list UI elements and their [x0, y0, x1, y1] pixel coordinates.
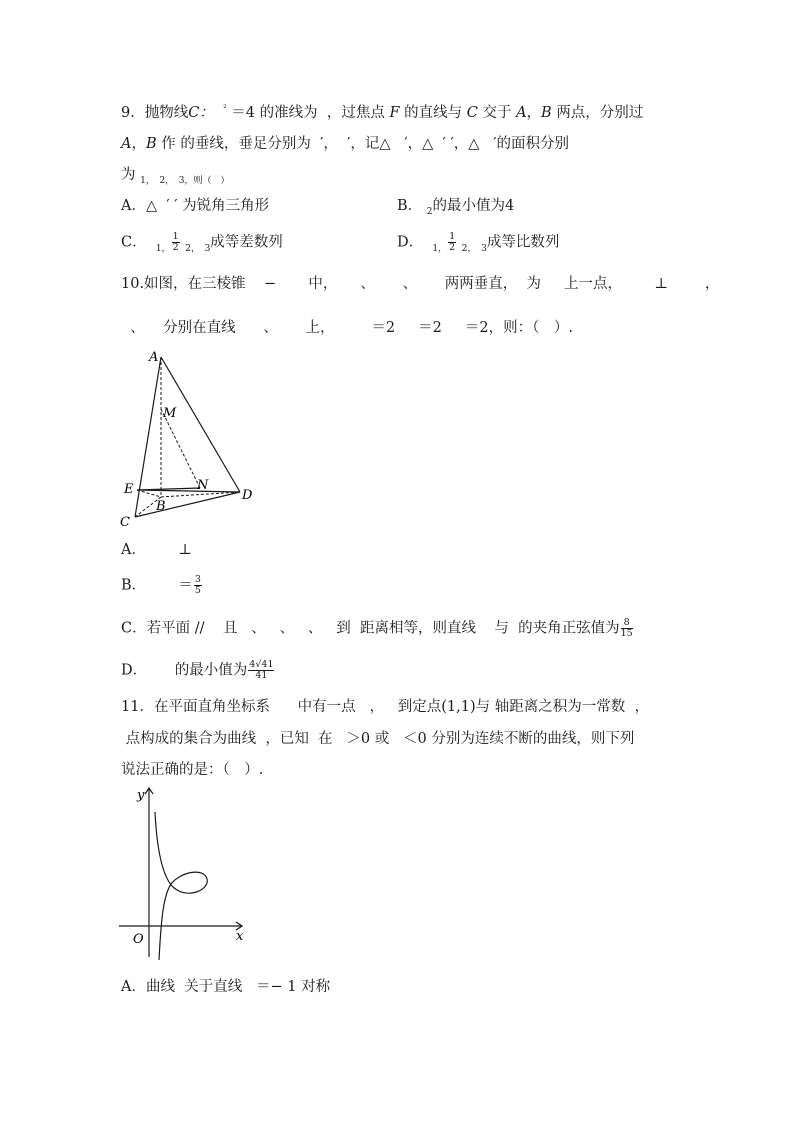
- sep: 、: [263, 320, 278, 336]
- edge-ad: [161, 357, 240, 492]
- q11-line-2: [121, 729, 634, 749]
- label-b: B: [156, 499, 166, 514]
- eq-1: ＝2: [371, 320, 396, 336]
- label-e: E: [124, 482, 134, 497]
- frac-num: 3: [194, 574, 201, 585]
- q9-line-2: [121, 134, 569, 154]
- to-text: 到: [336, 620, 351, 637]
- option-a-label: A．曲线: [121, 979, 175, 995]
- q9-number-text: 9．抛物线: [121, 105, 189, 121]
- comma: ，: [369, 699, 384, 715]
- comma: ，: [131, 136, 146, 152]
- eq-3: ＝2，则：（ ）.: [464, 320, 573, 336]
- q9-option-a: [121, 196, 269, 216]
- option-c-label: C．: [121, 234, 147, 251]
- point-text: 中有一点: [297, 699, 356, 715]
- symmetric-line-text: 关于直线: [184, 979, 243, 995]
- frac-num: 4√41: [249, 659, 274, 670]
- option-d-label: D．: [121, 662, 148, 679]
- for-text: 为: [121, 167, 136, 183]
- symmetry-text: ＝− 1 对称: [256, 979, 331, 995]
- root-fraction: [248, 660, 274, 681]
- points-text: 两点，分别过: [556, 105, 644, 121]
- option-d-label: D．: [397, 234, 424, 251]
- point-a-label: A: [516, 105, 527, 121]
- distance-text: 距离相等，则直线: [359, 620, 476, 637]
- q10-option-c: [121, 618, 634, 639]
- perp-symbol: ⊥: [654, 276, 668, 292]
- minus-sign: −: [264, 276, 277, 292]
- point-b-ref: B: [145, 136, 157, 152]
- eight-fifteenths-fraction: [621, 618, 633, 639]
- in-text: 在: [318, 731, 333, 747]
- label-n: N: [197, 478, 209, 493]
- option-a-label: A．: [121, 542, 146, 558]
- q11-line-1: [121, 697, 649, 717]
- intersect-text: 交于: [482, 105, 512, 121]
- label-o: O: [133, 932, 144, 947]
- q9-option-c: [121, 232, 283, 255]
- triangle-2: ′ ′，△: [442, 136, 480, 152]
- frac-den: 2: [449, 242, 456, 253]
- sep: 、: [307, 620, 323, 637]
- curve-c-ref: C: [466, 105, 478, 121]
- sep: 、: [130, 320, 145, 336]
- curve-set-text: 点构成的集合为曲线: [125, 731, 257, 747]
- on-text: 上，: [305, 320, 335, 336]
- three-fifths-fraction: [194, 575, 202, 596]
- s1: 1，: [155, 243, 171, 254]
- and-text: 且: [222, 620, 238, 637]
- is-text: 为: [526, 276, 541, 292]
- frac-den: 15: [620, 628, 633, 639]
- focus-text: ，过焦点: [326, 105, 385, 121]
- equation-text: ＝4: [231, 105, 256, 121]
- comma: ，: [704, 276, 720, 292]
- prime-marks: ′ ′: [166, 198, 178, 214]
- option-b-text: ＝: [178, 577, 193, 594]
- question-stem: 说法正确的是：（ ）.: [121, 762, 264, 778]
- q10-option-d: [121, 660, 275, 681]
- half-fraction: [172, 232, 180, 253]
- segment-eb: [137, 490, 161, 497]
- s2: 2，: [185, 243, 200, 254]
- in-text: 中，: [308, 276, 338, 292]
- sep: 、: [251, 620, 266, 637]
- edge-ed: [137, 490, 240, 492]
- known-text: ，已知: [265, 731, 309, 747]
- q10-line-1: [121, 274, 719, 294]
- q9-option-d: [397, 232, 559, 255]
- parallel-symbol: //: [194, 620, 205, 637]
- edge-en: [137, 488, 200, 490]
- q10-option-b: [121, 575, 203, 596]
- q9-option-b: [397, 196, 514, 218]
- curve-c-path: [155, 812, 207, 960]
- sep: 、: [279, 620, 295, 637]
- label-x: x: [236, 929, 244, 944]
- perp-text: 两两垂直，: [444, 276, 518, 292]
- frac-den: 41: [255, 670, 268, 681]
- q11-option-a: [121, 977, 330, 997]
- option-a-label: A．△: [121, 198, 158, 214]
- fixed-point-text: 到定点(1,1)与: [397, 699, 491, 715]
- label-y: y: [137, 788, 145, 803]
- with-text: 与: [494, 620, 509, 637]
- product-text: 轴距离之积为一常数: [494, 699, 626, 715]
- option-a-text: ⊥: [178, 542, 192, 558]
- option-c-text: 成等差数列: [210, 234, 283, 251]
- point-on-text: 上一点，: [564, 276, 623, 292]
- make-text: 作: [161, 136, 176, 152]
- s2: 2，: [159, 176, 175, 186]
- label-m: M: [163, 406, 177, 421]
- option-b-text: 的最小值为4: [432, 198, 515, 214]
- comma: ，: [634, 699, 649, 715]
- perpendicular-text: 的垂线，垂足分别为: [180, 136, 311, 152]
- option-b-label: B．: [121, 577, 147, 594]
- option-d-text: 成等比数列: [486, 234, 560, 251]
- q10-option-a: [121, 540, 192, 560]
- point-b-label: B: [541, 105, 552, 121]
- label-d: D: [242, 488, 253, 503]
- label-a: A: [149, 350, 159, 365]
- eq-2: ＝2: [418, 320, 442, 336]
- tetrahedron-figure: [115, 345, 265, 530]
- s3: 3: [204, 243, 211, 254]
- comma: ，: [526, 105, 542, 121]
- q9-line-1: [121, 103, 643, 125]
- s1: 1，: [140, 176, 155, 186]
- foot-2: ′，记△: [347, 136, 391, 152]
- label-c: C: [120, 515, 130, 530]
- s3: 3: [481, 243, 487, 254]
- area-text: ′的面积分别: [493, 136, 570, 152]
- sep: 、: [402, 276, 418, 292]
- directrix-text: 的准线为: [259, 105, 318, 121]
- frac-num: 8: [621, 618, 633, 629]
- q11-line-3: [121, 760, 263, 780]
- half-fraction: [448, 232, 456, 253]
- q10-line-2: [121, 318, 573, 338]
- on-lines-text: 分别在直线: [163, 320, 236, 336]
- negative-cond: ＜0 分别为连续不断的曲线，则下列: [403, 731, 635, 747]
- q11-intro: 11．在平面直角坐标系: [121, 699, 270, 715]
- triangle-1: ′，△: [404, 136, 434, 152]
- sep: 、: [360, 276, 375, 292]
- positive-cond: ＞0 或: [346, 731, 390, 747]
- option-c-label: C．若平面: [121, 620, 191, 637]
- s2: 2，: [461, 243, 477, 254]
- curve-figure: [115, 782, 255, 962]
- curve-c-label: C：: [188, 105, 214, 121]
- q10-intro: 10.如图，在三棱锥: [121, 276, 246, 292]
- focus-f-label: F: [389, 105, 400, 121]
- option-d-text: 的最小值为: [174, 662, 248, 679]
- option-b-label: B．: [397, 198, 423, 214]
- s1: 1，: [432, 243, 448, 254]
- s3: 3，则（ ）: [178, 176, 230, 186]
- line-text: 的直线与: [404, 105, 463, 121]
- frac-den: 5: [194, 585, 201, 596]
- frac-den: 2: [172, 242, 179, 253]
- frac-num: 1: [449, 231, 456, 242]
- option-a-text: 为锐角三角形: [182, 198, 270, 214]
- foot-1: ′，: [320, 136, 338, 152]
- sine-text: 的夹角正弦值为: [518, 620, 620, 637]
- square-mark: ²: [223, 104, 227, 114]
- q9-line-3: [121, 165, 230, 187]
- point-a-ref: A: [121, 136, 132, 152]
- frac-num: 1: [172, 231, 179, 242]
- s2-sub: 2: [426, 207, 433, 217]
